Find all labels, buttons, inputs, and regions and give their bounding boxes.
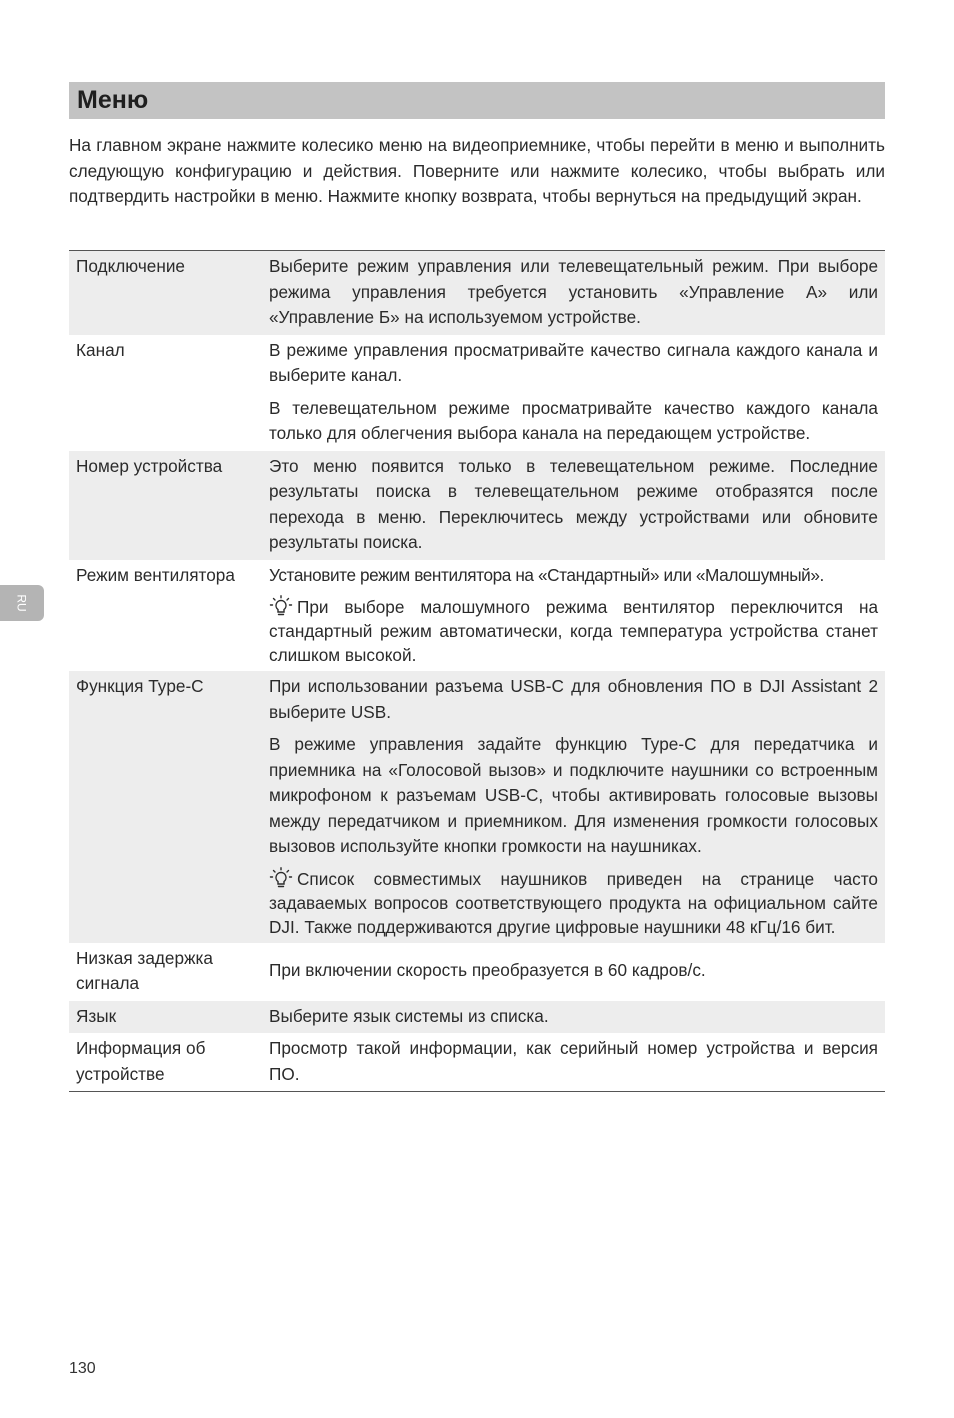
row-name: Информация об устройстве	[76, 1038, 206, 1084]
row-text: Выберите язык системы из списка.	[269, 1005, 549, 1026]
table-row	[69, 1033, 885, 1092]
row-text: В телевещательном режиме просматривайте качество каждого канала только для облегчения выбора канала на передающем устройстве.	[269, 397, 878, 443]
lightbulb-tip-icon	[269, 867, 293, 889]
tip-note-text: Список совместимых наушников приведен на странице часто задаваемых вопросов соответствующего продукта на официальном сайте DJI. Также поддерживаются другие цифровые наушники 48 кГц/16 бит.	[269, 868, 878, 937]
language-tab-label: RU	[15, 594, 29, 612]
row-description	[262, 943, 885, 1001]
table-row	[69, 1001, 885, 1034]
row-name: Канал	[76, 339, 125, 360]
row-description	[262, 671, 885, 943]
section-title: Меню	[77, 86, 149, 114]
row-text: Выберите режим управления или телевещательный режим. При выборе режима управления требуется установить «Управление A» или «Управление Б» на используемом устройстве.	[269, 256, 878, 327]
section-title-bar	[69, 82, 885, 119]
tip-note	[269, 867, 878, 939]
row-name: Функция Type-C	[69, 671, 262, 943]
row-description	[262, 451, 885, 560]
table-row	[69, 251, 885, 335]
row-description	[262, 251, 885, 335]
row-text: В режиме управления задайте функцию Type-C для передатчика и приемника на «Голосовой вызов» и подключите наушники со встроенным микрофоном к разъемам USB-C, чтобы активировать голосовые вызовы между передатчиком и приемником. Для изменения громкости голосовых вызовов используйте кнопки громкости на наушниках.	[269, 734, 878, 856]
table-row	[69, 451, 885, 560]
intro-paragraph: На главном экране нажмите колесико меню на видеоприемнике, чтобы перейти в меню и выполнить следующую конфигурацию и действия. Поверните или нажмите колесико, чтобы выбрать или подтвердить настройки в меню. Нажмите кнопку возврата, чтобы вернуться на предыдущий экран.	[69, 135, 885, 206]
row-description	[262, 1033, 885, 1092]
row-name: Подключение	[69, 251, 262, 335]
table-row	[69, 943, 885, 1001]
row-text: Просмотр такой информации, как серийный номер устройства и версия ПО.	[269, 1038, 878, 1084]
page-number: 130	[69, 1360, 96, 1377]
table-row	[69, 335, 885, 451]
row-name: Низкая задержка сигнала	[76, 947, 213, 993]
row-text: Это меню появится только в телевещательном режиме. Последние результаты поиска в телевещательном режиме отобразятся после перехода в меню. Переключитесь между устройствами или обновите результаты поиска.	[269, 455, 878, 552]
row-text: При использовании разъема USB-C для обновления ПО в DJI Assistant 2 выберите USB.	[269, 676, 878, 722]
table-row	[69, 671, 885, 943]
row-text: В режиме управления просматривайте качество сигнала каждого канала и выберите канал.	[269, 339, 878, 385]
menu-settings-table	[69, 250, 885, 1092]
row-description	[262, 560, 885, 672]
row-description	[262, 1001, 885, 1034]
language-side-tab	[0, 585, 44, 621]
lightbulb-tip-icon	[269, 595, 293, 617]
row-text: Установите режим вентилятора на «Стандартный» или «Малошумный».	[269, 564, 824, 585]
row-name: Язык	[69, 1001, 262, 1034]
row-name: Номер устройства	[69, 451, 262, 560]
row-name: Режим вентилятора	[76, 564, 235, 585]
row-description	[262, 335, 885, 451]
table-row	[69, 560, 885, 672]
tip-note-text: При выборе малошумного режима вентилятор переключится на стандартный режим автоматически, когда температура устройства станет слишком высокой.	[269, 597, 878, 665]
tip-note	[269, 595, 878, 667]
row-text: При включении скорость преобразуется в 60 кадров/с.	[269, 960, 706, 981]
